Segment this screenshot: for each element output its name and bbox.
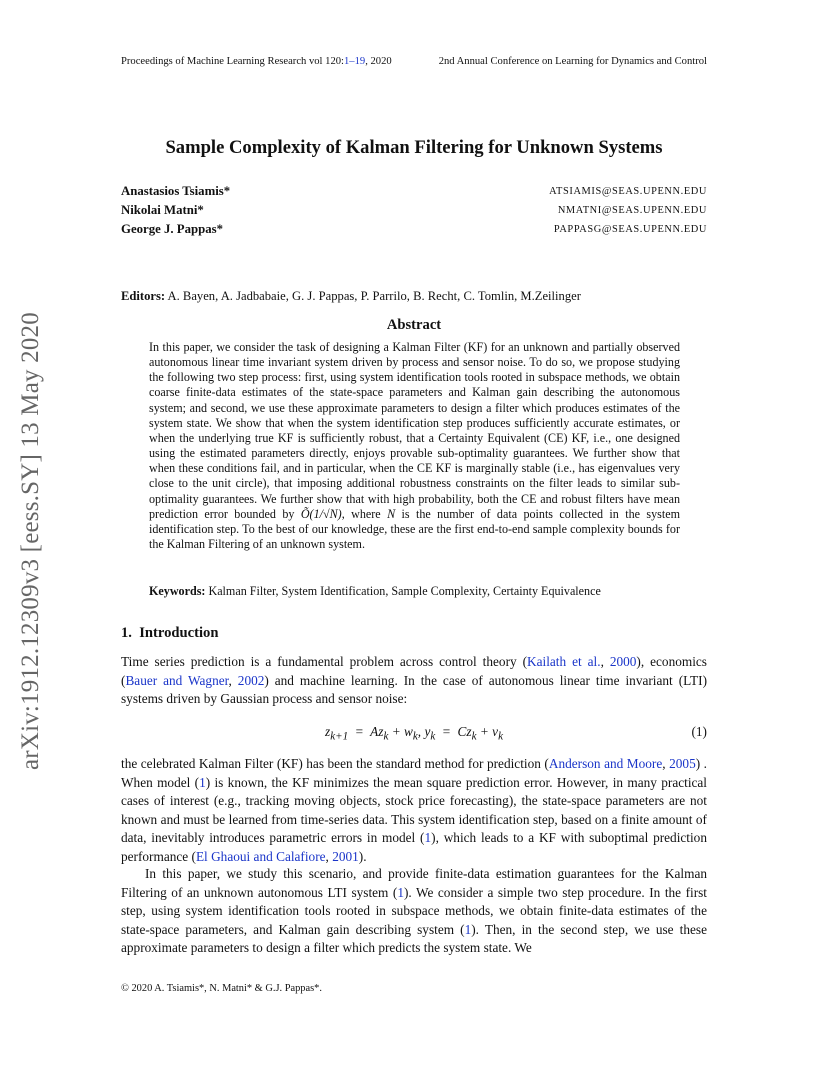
p1-text-2: ), economics ( (121, 654, 707, 688)
keywords-label: Keywords: (149, 584, 206, 598)
author-email-1[interactable]: ATSIAMIS@SEAS.UPENN.EDU (549, 186, 707, 197)
eq-ref-2[interactable]: 1 (424, 830, 432, 846)
p2-text-3: ) is known, the KF minimizes the mean square prediction error. However, in many practical cases of interest (e.g., tracking moving objects, stock price forecasting), the state-space parameters are not known and must be learned from time-series data. This system identification step, based on a finite amount of data, inevitably introduces parametric errors in model ( (121, 774, 708, 846)
abstract-text-3: is the number of data points collected in the system identification step. To the best of our knowledge, these are the first end-to-end sample complexity bounds for the Kalman Filtering of an unknown system. (149, 506, 680, 552)
author-email-3[interactable]: PAPPASG@SEAS.UPENN.EDU (553, 224, 707, 235)
cite-elghaoui[interactable]: El Ghaoui and Calafiore (195, 848, 326, 864)
paper-title: Sample Complexity of Kalman Filtering for Unknown Systems (165, 137, 663, 158)
abstract-text-1: In this paper, we consider the task of designing a Kalman Filter (KF) for an unknown and partially observed autonomous linear time invariant system driven by process and sensor noise. To do so, we propose studying the following two step process: first, using system identification tools rooted in subspace methods, we obtain coarse finite-data estimates of the state-space parameters and Kalman gain describing the autonomous system; and second, we use these approximate parameters to design a filter which produces estimates of the system state. We show that when the system identification step produces sufficiently accurate estimates, or when the underlying true KF is sufficiently robust, that a Certainty Equivalent (CE) KF, i.e., one designed using the estimated parameters directly, enjoys provable sub-optimality guarantees. We further show that when these conditions fail, and in particular, when the CE KF is marginally stable (i.e., has eigenvalues very close to the unit circle), that imposing additional robustness constraints on the filter leads to similar sub-optimality guarantees. We further show that with high probability, both the CE and robust filters have mean prediction error bounded by (149, 340, 680, 521)
editors-line (121, 289, 581, 304)
intro-paragraph-2 (121, 755, 707, 867)
abstract-text-2: , where (341, 506, 388, 521)
cite-kailath[interactable]: Kailath et al. (527, 654, 601, 669)
copyright-footer: © 2020 A. Tsiamis*, N. Matni* & G.J. Pappas*. (121, 983, 322, 994)
intro-paragraph-1 (121, 653, 707, 709)
header-left-prefix: Proceedings of Machine Learning Research vol 120: (121, 56, 344, 67)
cite-anderson[interactable]: Anderson and Moore (548, 756, 663, 771)
cite-anderson-year[interactable]: 2005 (669, 756, 696, 771)
abstract-body (149, 340, 680, 552)
eq-ref-4[interactable]: 1 (464, 921, 472, 937)
keywords-line (149, 584, 601, 599)
section-number: 1. (121, 625, 132, 641)
editors-label: Editors: (121, 289, 166, 303)
equation-number: (1) (691, 724, 707, 739)
section-title: Introduction (139, 625, 219, 641)
eq-ref-3[interactable]: 1 (397, 884, 404, 900)
p3-text: In this paper, we study this scenario, and provide finite-data estimation guarantees for the Kalman Filtering of an unknown autonomous LTI system ( (121, 866, 707, 900)
cite-bauer[interactable]: Bauer and Wagner (125, 672, 229, 688)
p3-text-3: ). Then, in the second step, we use these approximate parameters to design a filter which predicts the system state. We (121, 921, 707, 956)
abstract-heading: Abstract (386, 317, 442, 333)
math-bound: Õ(1/√N) (300, 506, 342, 521)
section-heading (121, 625, 218, 642)
cite-kailath-year[interactable]: 2000 (609, 654, 637, 669)
header-right: 2nd Annual Conference on Learning for Dynamics and Control (438, 56, 707, 67)
math-n: N (387, 506, 396, 521)
eq-ref-1[interactable]: 1 (199, 774, 206, 790)
p2-sep: , (662, 756, 670, 771)
intro-paragraph-3 (121, 865, 707, 958)
header-pages-link[interactable]: 1–19 (344, 56, 366, 67)
p3-text-2: ). We consider a simple two step procedure. In the first step, using system identification tools rooted in subspace methods, we obtain finite-data estimates of the state-space parameters, and Kalman gain describing system ( (121, 884, 707, 937)
equation-math: $z_{k+1} = Az_k + w_k$, $y_k = Cz_k + v_k$ (325, 724, 503, 743)
editors-names: A. Bayen, A. Jadbabaie, G. J. Pappas, P. Parrilo, B. Recht, C. Tomlin, M.Zeilinger (165, 289, 581, 303)
p1-sep-2: , (228, 672, 238, 688)
p1-sep: , (600, 654, 610, 669)
cite-elghaoui-year[interactable]: 2001 (332, 848, 359, 864)
p2-text-5: ). (358, 848, 367, 864)
p2-sep-2: , (325, 848, 333, 864)
header-left (121, 56, 392, 67)
author-name-3: George J. Pappas* (121, 222, 224, 236)
p2-text-2: ) . When model ( (121, 756, 708, 790)
arxiv-identifier: arXiv:1912.12309v3 [eess.SY] 13 May 2020 (17, 312, 44, 770)
p2-text: the celebrated Kalman Filter (KF) has been the standard method for prediction ( (121, 756, 549, 771)
p1-text-3: ) and machine learning. In the case of autonomous linear time invariant (LTI) systems driven by Gaussian process and sensor noise: (121, 672, 707, 707)
p1-text: Time series prediction is a fundamental problem across control theory ( (121, 654, 528, 669)
keywords-text: Kalman Filter, System Identification, Sample Complexity, Certainty Equivalence (205, 584, 601, 598)
cite-bauer-year[interactable]: 2002 (237, 672, 265, 688)
header-left-suffix: , 2020 (365, 56, 392, 67)
author-name-2: Nikolai Matni* (121, 203, 204, 217)
author-email-2[interactable]: NMATNI@SEAS.UPENN.EDU (557, 205, 707, 216)
p2-text-4: ), which leads to a KF with suboptimal prediction performance ( (121, 830, 707, 864)
author-name-1: Anastasios Tsiamis* (121, 184, 231, 198)
